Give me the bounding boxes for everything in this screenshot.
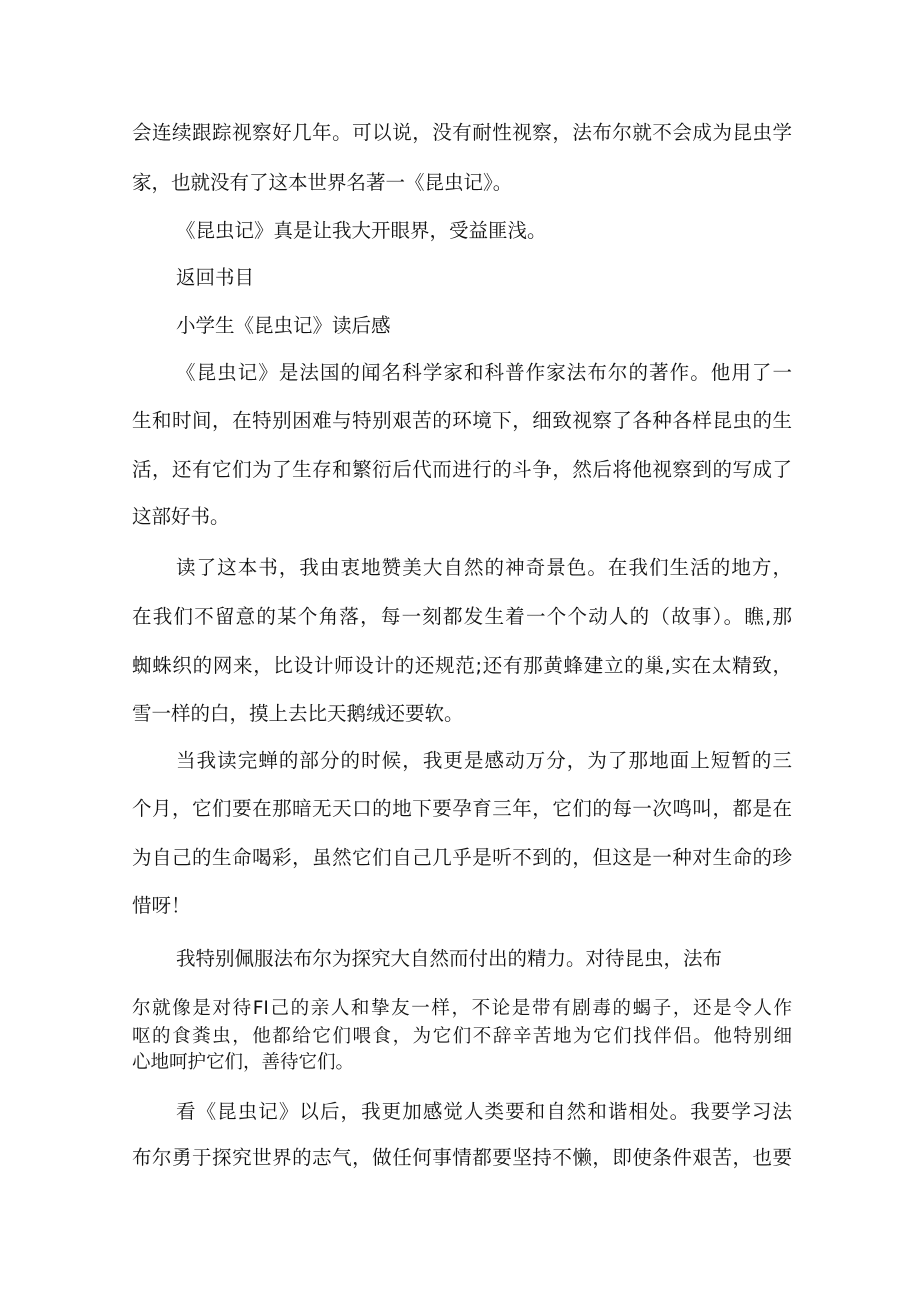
text-line: 会连续跟踪视察好几年。可以说，没有耐性视察，法布尔就不会成为昆虫学 — [132, 121, 792, 144]
text-line: 蜘蛛织的网来，比设计师设计的还规范;还有那黄蜂建立的巢,实在太精致， — [132, 654, 792, 677]
text-line: 惜呀！ — [132, 894, 191, 917]
text-line: 家，也就没有了这本世界名著一《昆虫记》。 — [132, 171, 513, 194]
text-line: 活，还有它们为了生存和繁衍后代而进行的斗争，然后将他视察到的写成了 — [132, 458, 792, 481]
text-line: 雪一样的白，摸上去比天鹅绒还要软。 — [132, 702, 464, 725]
text-line: 心地呵护它们，善待它们。 — [132, 1052, 355, 1073]
text-line: 当我读完蝉的部分的时候，我更是感动万分，为了那地面上短暂的三 — [176, 749, 792, 772]
text-line: 看《昆虫记》以后，我更加感觉人类要和自然和谐相处。我要学习法 — [176, 1100, 792, 1123]
section-link[interactable]: 返回书目 — [176, 266, 255, 289]
text-line: 布尔勇于探究世界的志气，做任何事情都要坚持不懒，即使条件艰苦，也要 — [132, 1146, 792, 1169]
text-line: 在我们不留意的某个角落，每一刻都发生着一个个动人的（故事）。瞧,那 — [132, 605, 792, 628]
text-line: 尔就像是对待FI己的亲人和挚友一样，不论是带有剧毒的蝎子，还是令人作 — [132, 998, 792, 1019]
text-line: 读了这本书，我由衷地赞美大自然的神奇景色。在我们生活的地方， — [176, 556, 792, 579]
text-line: 为自己的生命喝彩，虽然它们自己几乎是听不到的，但这是一种对生命的珍 — [132, 846, 792, 869]
text-line: 个月，它们要在那暗无天口的地下要孕育三年，它们的每一次鸣叫，都是在 — [132, 797, 792, 820]
text-line: 生和时间，在特别困难与特别艰苦的环境下，细致视察了各种各样昆虫的生 — [132, 409, 792, 432]
text-line: 《昆虫记》真是让我大开眼界，受益匪浅。 — [176, 219, 547, 242]
text-line: 呕的食粪虫，他都给它们喂食，为它们不辞辛苦地为它们找伴侣。他特别细 — [132, 1026, 792, 1047]
text-line: 我特别佩服法布尔为探究大自然而付出的精力。对待昆虫，法布 — [176, 947, 723, 970]
text-line: 《昆虫记》是法国的闻名科学家和科普作家法布尔的著作。他用了一 — [176, 361, 792, 384]
section-heading: 小学生《昆虫记》读后感 — [176, 314, 391, 337]
text-line: 这部好书。 — [132, 505, 230, 528]
